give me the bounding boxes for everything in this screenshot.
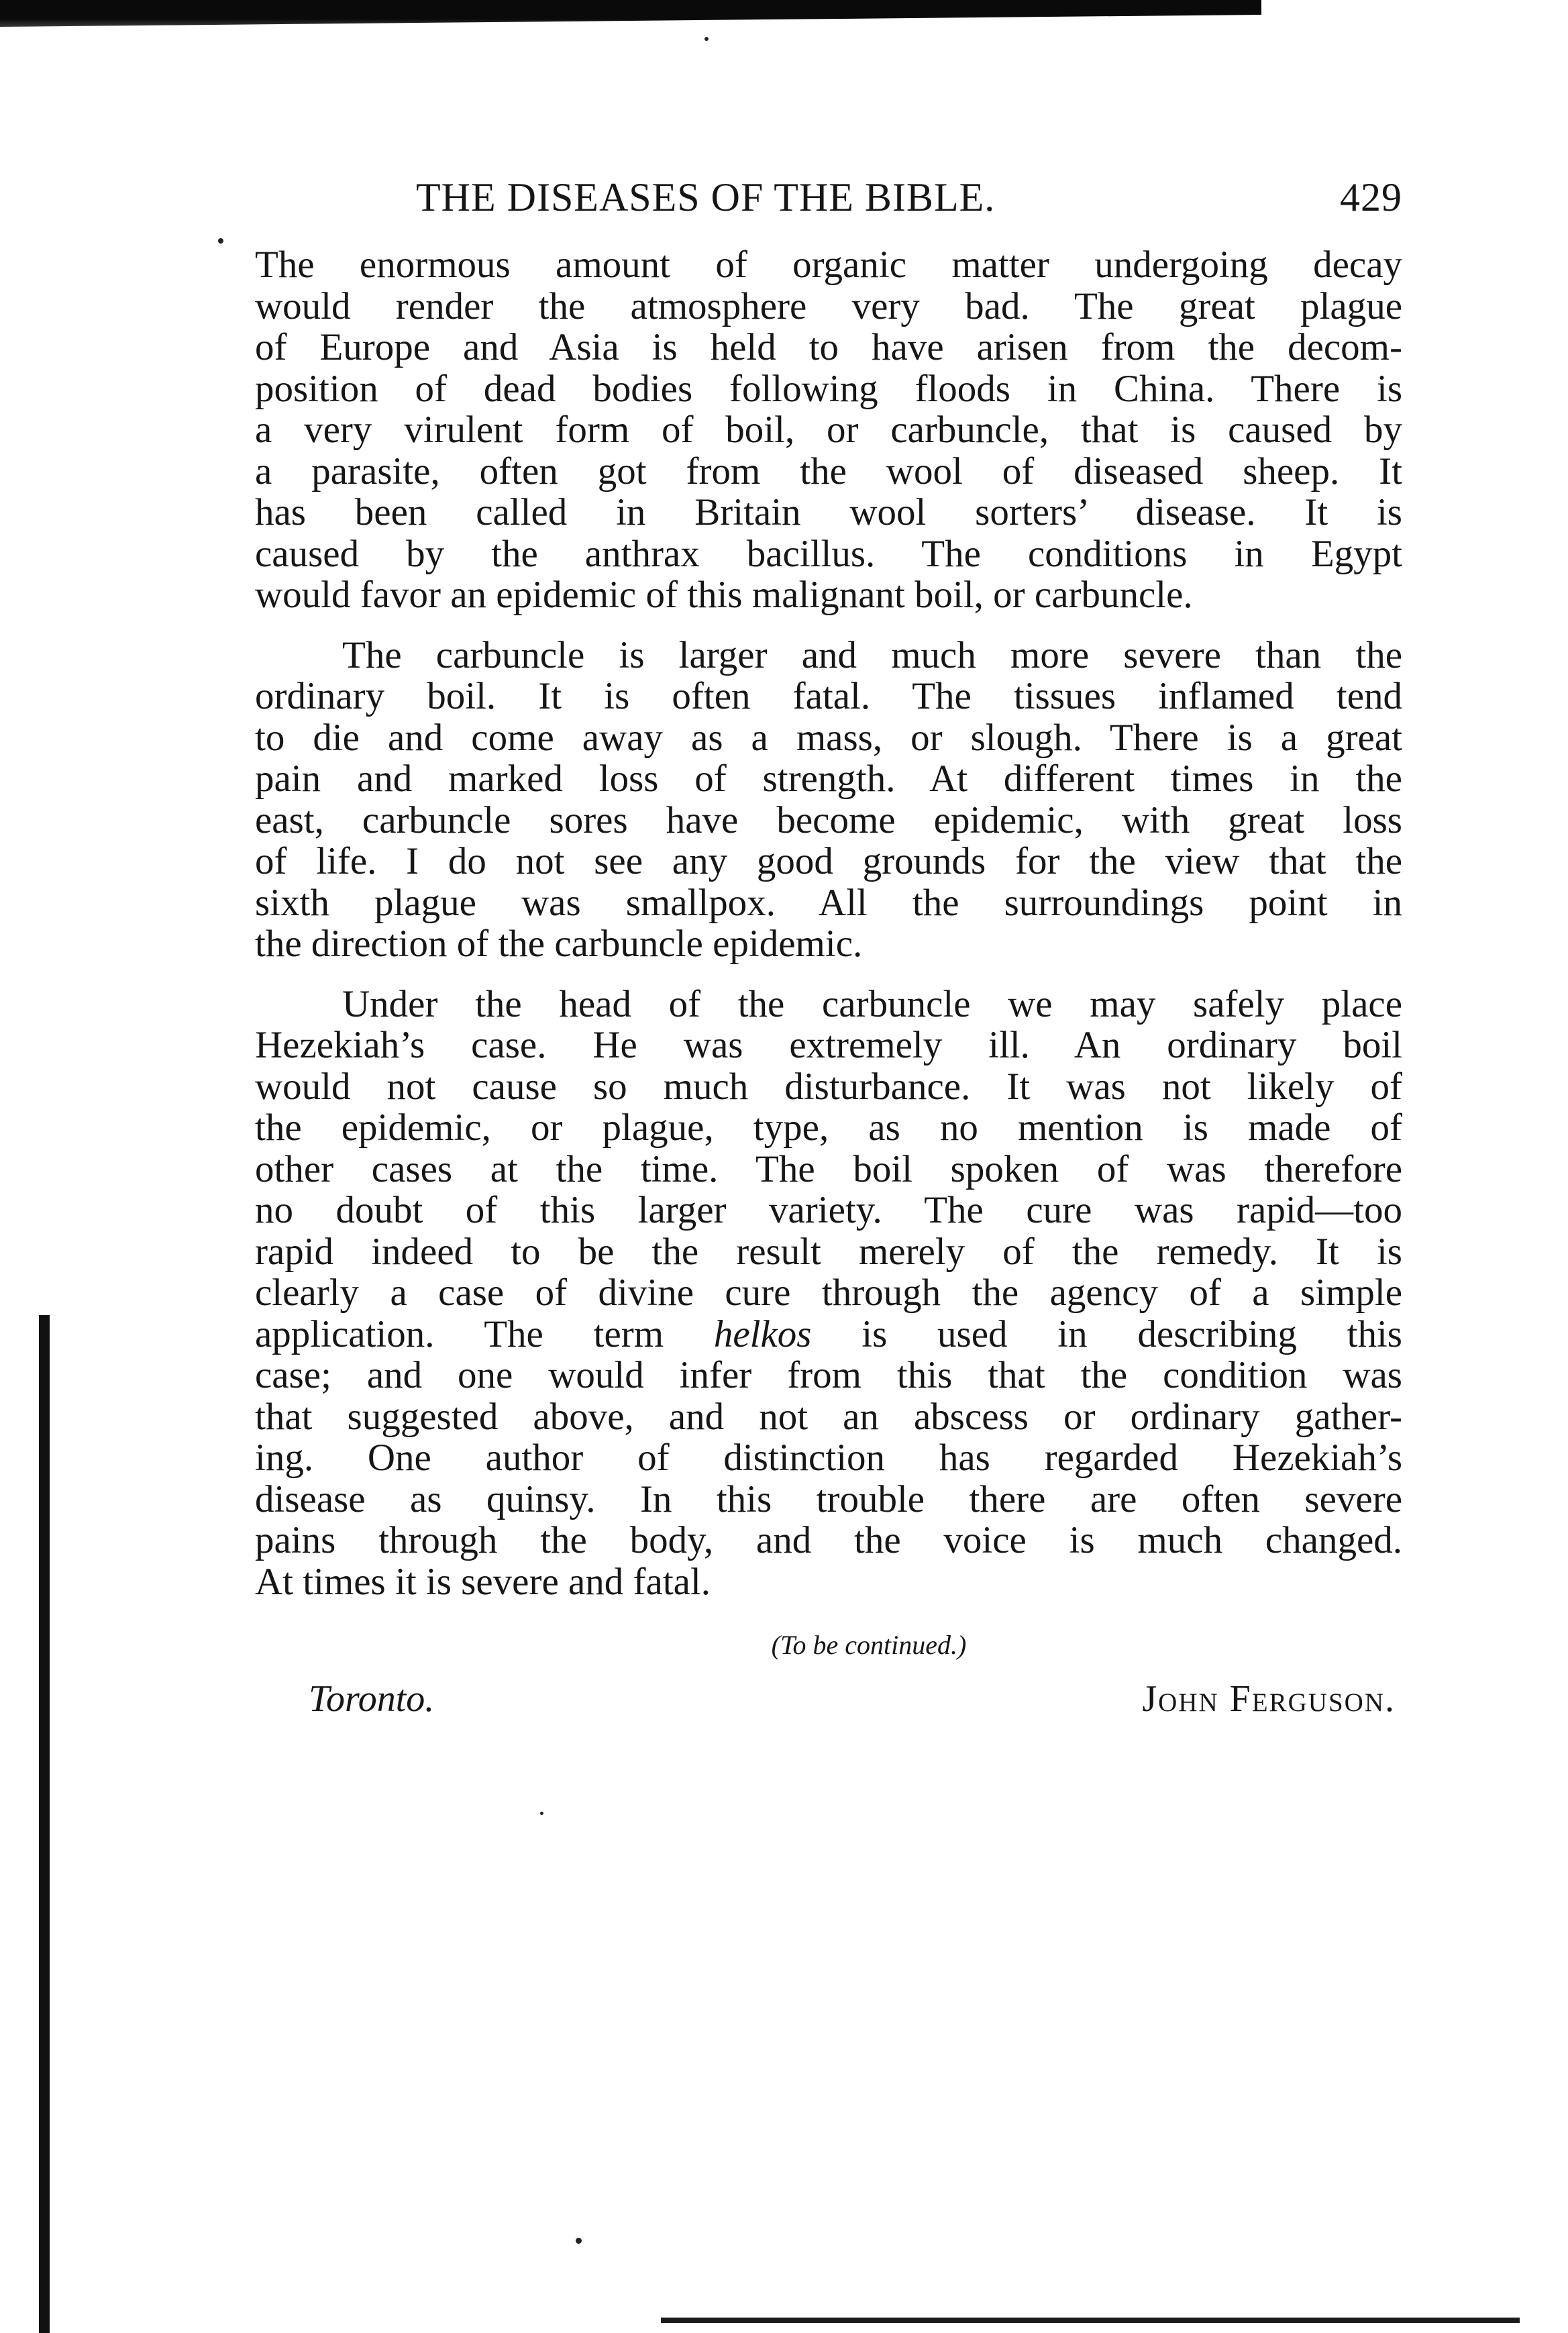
text-line: a parasite, often got from the wool of diseased sheep. It — [255, 450, 1402, 492]
text-line: caused by the anthrax bacillus. The conditions in Egypt — [255, 533, 1402, 574]
text-line: sixth plague was smallpox. All the surroundings point in — [255, 882, 1402, 923]
text-line: east, carbuncle sores have become epidemic, with great loss — [255, 799, 1402, 841]
text-line — [255, 984, 1402, 1025]
text-line: would not cause so much disturbance. It was not likely of — [255, 1066, 1402, 1107]
scan-border-left — [39, 1315, 50, 2333]
text-line: disease as quinsy. In this trouble there are often severe — [255, 1478, 1402, 1520]
text-line: pains through the body, and the voice is much changed. — [255, 1520, 1402, 1561]
paragraph-3 — [255, 965, 1402, 1603]
text-line: other cases at the time. The boil spoken of was therefore — [255, 1148, 1402, 1190]
continued-note: (To be continued.) — [771, 1630, 967, 1660]
text-line: The enormous amount of organic matter undergoing decay — [255, 244, 1402, 286]
scan-speck — [540, 1812, 543, 1815]
text-line: Hezekiah’s case. He was extremely ill. An ordinary boil — [255, 1025, 1402, 1066]
signoff-place: Toronto. — [309, 1678, 435, 1720]
text-line: ordinary boil. It is often fatal. The tissues inflamed tend — [255, 676, 1402, 717]
scan-rule-bottom — [661, 2318, 1520, 2323]
text-line: case; and one would infer from this that the condition was — [255, 1355, 1402, 1396]
signoff — [255, 1677, 1402, 1731]
text-line: a very virulent form of boil, or carbuncle, that is caused by — [255, 409, 1402, 451]
italic-term: helkos — [713, 1313, 812, 1355]
text-line: no doubt of this larger variety. The cure was rapid—too — [255, 1190, 1402, 1231]
text-line: position of dead bodies following floods in China. There is — [255, 368, 1402, 409]
text-line-content: The carbuncle is larger and much more severe than the — [342, 634, 1402, 676]
paragraph-1 — [255, 228, 1402, 616]
signoff-author: John Ferguson. — [1142, 1678, 1396, 1720]
book-page — [255, 168, 1402, 1731]
text-line: rapid indeed to be the result merely of the remedy. It is — [255, 1231, 1402, 1272]
text-line: the epidemic, or plague, type, as no mention is made of — [255, 1107, 1402, 1149]
running-head — [255, 168, 1402, 228]
text-line: to die and come away as a mass, or slough. There is a great — [255, 717, 1402, 758]
text-line-content: Under the head of the carbuncle we may safely place — [342, 983, 1402, 1025]
page-title: THE DISEASES OF THE BIBLE. — [416, 175, 996, 219]
text-line: would favor an epidemic of this malignant boil, or carbuncle. — [255, 574, 1193, 616]
text-line: application. The term helkos is used in describing this — [255, 1313, 1402, 1355]
text-line: would render the atmosphere very bad. The great plague — [255, 285, 1402, 327]
text-line: of Europe and Asia is held to have arisen from the decom- — [255, 327, 1402, 368]
paragraph-2 — [255, 616, 1402, 965]
page-number: 429 — [1340, 175, 1402, 219]
text-line — [255, 635, 1402, 676]
text-line: ing. One author of distinction has regarded Hezekiah’s — [255, 1437, 1402, 1479]
text-line: pain and marked loss of strength. At different times in the — [255, 758, 1402, 800]
scan-speck — [218, 238, 223, 244]
text-line: that suggested above, and not an abscess or ordinary gather- — [255, 1396, 1402, 1437]
text-line: of life. I do not see any good grounds for the view that the — [255, 841, 1402, 882]
text-line: the direction of the carbuncle epidemic. — [255, 923, 863, 965]
scan-border-top — [0, 0, 1261, 27]
scan-speck — [576, 2238, 582, 2244]
text-line: has been called in Britain wool sorters’ disease. It is — [255, 492, 1402, 533]
text-line: clearly a case of divine cure through the agency of a simple — [255, 1272, 1402, 1314]
text-line: At times it is severe and fatal. — [255, 1561, 711, 1602]
scan-speck — [704, 37, 709, 41]
